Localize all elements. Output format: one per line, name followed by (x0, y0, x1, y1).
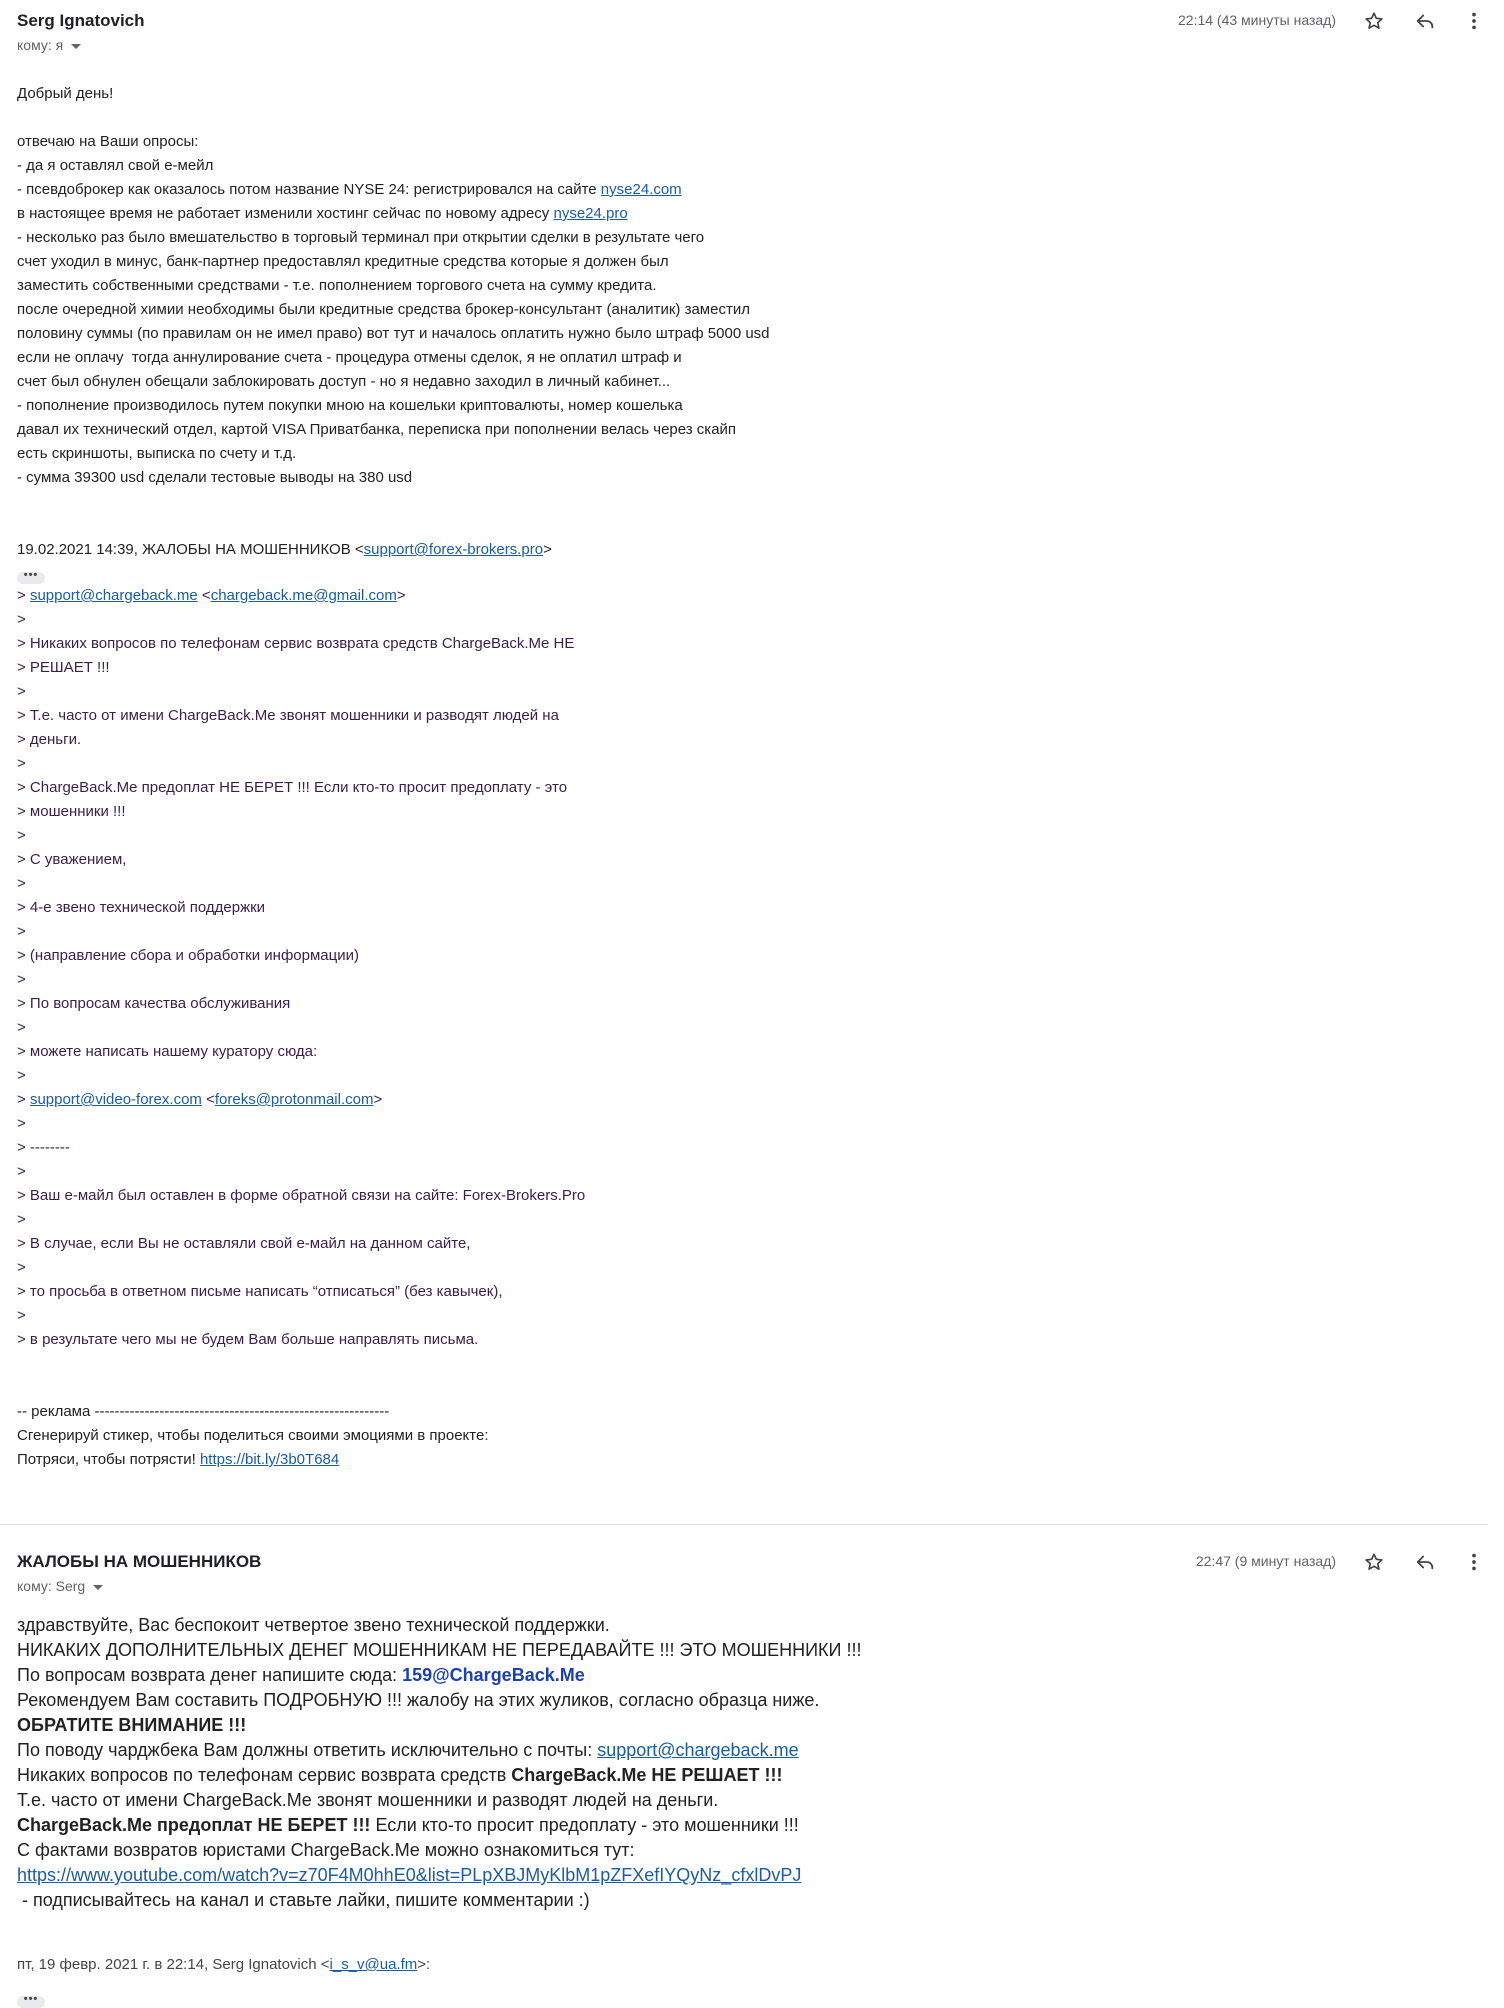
ad-line: Сгенерируй стикер, чтобы поделиться своими эмоциями в проекте: (17, 1427, 489, 1444)
body-line: - пополнение производилось путем покупки мною на кошельки криптовалюты, номер кошелька (17, 397, 683, 414)
body-line: отвечаю на Ваши опросы: (17, 133, 199, 150)
quoted-line: > (17, 875, 26, 892)
body-line: С фактами возвратов юристами ChargeBack.Me можно ознакомиться тут: (17, 1840, 635, 1860)
divider (0, 1524, 1488, 1525)
body-line: НИКАКИХ ДОПОЛНИТЕЛЬНЫХ ДЕНЕГ МОШЕННИКАМ НЕ ПЕРЕДАВАЙТЕ !!! ЭТО МОШЕННИКИ !!! (17, 1640, 862, 1660)
quoted-line: > Т.е. часто от имени ChargeBack.Me звонят мошенники и разводят людей на (17, 707, 559, 724)
quoted-line: > (17, 1019, 26, 1036)
body-line: - сумма 39300 usd сделали тестовые выводы на 380 usd (17, 469, 413, 486)
quoted-line: > 4-е звено технической поддержки (17, 899, 266, 916)
body-line: Рекомендуем Вам составить ПОДРОБНУЮ !!! жалобу на этих жуликов, согласно образца ниже. (17, 1690, 820, 1710)
recipient-label: кому: я (17, 37, 64, 53)
timestamp: 22:47 (9 минут назад) (1195, 1553, 1336, 1569)
body-line: после очередной химии необходимы были кредитные средства брокер-консультант (аналитик) заместил (17, 301, 750, 318)
body-line: Никаких вопросов по телефонам сервис возврата средств ChargeBack.Me НЕ РЕШАЕТ !!! (17, 1765, 783, 1785)
quote-attribution: пт, 19 февр. 2021 г. в 22:14, Serg Ignatovich <i_s_v@ua.fm>: (17, 1956, 431, 1973)
timestamp: 22:14 (43 минуты назад) (1178, 12, 1336, 28)
body-line: По вопросам возврата денег напишите сюда: 159@ChargeBack.Me (17, 1665, 585, 1685)
quoted-line: > (17, 923, 26, 940)
body-line: - несколько раз было вмешательство в торговый терминал при открытии сделки в результате чего (17, 229, 705, 246)
body-line: счет был обнулен обещали заблокировать доступ - но я недавно заходил в личный кабинет... (17, 373, 671, 390)
body-line: если не оплачу тогда аннулирование счета - процедура отмены сделок, я не оплатил штраф и (17, 349, 682, 366)
quoted-line: > (17, 827, 26, 844)
quoted-line: > в результате чего мы не будем Вам больше направлять письма. (17, 1331, 479, 1348)
quoted-line: > По вопросам качества обслуживания (17, 995, 291, 1012)
link[interactable]: nyse24.pro (553, 205, 628, 222)
quote-header: 19.02.2021 14:39, ЖАЛОБЫ НА МОШЕННИКОВ <support@forex-brokers.pro> (17, 541, 552, 558)
body-line: По поводу чарджбека Вам должны ответить исключительно с почты: support@chargeback.me (17, 1740, 799, 1760)
quoted-line: > (17, 755, 26, 772)
quoted-line: > С уважением, (17, 851, 127, 868)
quoted-line: > (17, 1067, 26, 1084)
email-highlight: 159@ChargeBack.Me (402, 1665, 585, 1685)
quoted-line: > (17, 1307, 26, 1324)
recipient-line[interactable] (17, 1578, 103, 1594)
sender-name[interactable]: ЖАЛОБЫ НА МОШЕННИКОВ (17, 1552, 262, 1571)
message-body (17, 1613, 861, 1913)
attribution-email-link[interactable]: i_s_v@ua.fm (329, 1956, 418, 1973)
quote-header-link[interactable]: support@forex-brokers.pro (363, 541, 544, 558)
link[interactable]: foreks@protonmail.com (214, 1091, 374, 1108)
link[interactable]: chargeback.me@gmail.com (210, 587, 397, 604)
recipient-line[interactable] (17, 37, 81, 53)
link[interactable]: support@video-forex.com (29, 1091, 202, 1108)
quoted-line: > -------- (17, 1139, 70, 1156)
quoted-line: > (17, 1115, 26, 1132)
reply-icon[interactable] (1413, 9, 1437, 33)
quoted-line: > (17, 611, 26, 628)
quoted-line: > деньги. (17, 731, 82, 748)
body-line: в настоящее время не работает изменили хостинг сейчас по новому адресу nyse24.pro (17, 205, 628, 222)
quoted-line: > можете написать нашему куратору сюда: (17, 1043, 318, 1060)
quoted-line: > support@video-forex.com <foreks@protonmail.com> (17, 1091, 383, 1108)
quoted-line: > то просьба в ответном письме написать “отписаться” (без кавычек), (17, 1283, 503, 1300)
body-line (17, 106, 770, 130)
body-line: есть скриншоты, выписка по счету и т.д. (17, 445, 297, 462)
show-trimmed-content-button[interactable]: ••• (17, 572, 45, 584)
reply-icon[interactable] (1413, 1550, 1437, 1574)
quoted-line: > (17, 1211, 26, 1228)
body-line: ChargeBack.Me предоплат НЕ БЕРЕТ !!! Если кто-то просит предоплату - это мошенники !!! (17, 1815, 799, 1835)
body-line: Т.е. часто от имени ChargeBack.Me звонят мошенники и разводят людей на деньги. (17, 1790, 719, 1810)
star-icon[interactable] (1362, 9, 1386, 33)
body-line: давал их технический отдел, картой VISA Приватбанка, переписка при пополнении велась через скайп (17, 421, 737, 438)
body-line: половину суммы (по правилам он не имел право) вот тут и началось оплатить нужно было штраф 5000 usd (17, 325, 770, 342)
body-line: Добрый день! (17, 85, 114, 102)
show-trimmed-content-button[interactable]: ••• (17, 1996, 45, 2008)
body-line: - псевдоброкер как оказалось потом название NYSE 24: регистрировался на сайте nyse24.com (17, 181, 682, 198)
quoted-line: > support@chargeback.me <chargeback.me@gmail.com> (17, 587, 406, 604)
quoted-line: > В случае, если Вы не оставляли свой е-майл на данном сайте, (17, 1235, 471, 1252)
message-body (17, 82, 770, 1472)
quoted-line: > ChargeBack.Me предоплат НЕ БЕРЕТ !!! Если кто-то просит предоплату - это (17, 779, 568, 796)
caret-down-icon[interactable] (71, 44, 81, 49)
quoted-line: > (направление сбора и обработки информации) (17, 947, 359, 964)
ad-line: Потряси, чтобы потрясти! https://bit.ly/3b0T684 (17, 1451, 340, 1468)
more-options-icon[interactable] (1462, 9, 1486, 33)
body-line: здравствуйте, Вас беспокоит четвертое звено технической поддержки. (17, 1615, 610, 1635)
quoted-line: > Никаких вопросов по телефонам сервис возврата средств ChargeBack.Me НЕ (17, 635, 575, 652)
link[interactable]: support@chargeback.me (597, 1740, 799, 1760)
body-line: - да я оставлял свой е-мейл (17, 157, 214, 174)
quoted-line: > (17, 1163, 26, 1180)
more-options-icon[interactable] (1462, 1550, 1486, 1574)
caret-down-icon[interactable] (93, 1585, 103, 1590)
quoted-line: > мошенники !!! (17, 803, 126, 820)
link[interactable]: https://bit.ly/3b0T684 (199, 1451, 340, 1468)
star-icon[interactable] (1362, 1550, 1386, 1574)
body-line: ОБРАТИТЕ ВНИМАНИЕ !!! (17, 1715, 247, 1735)
quoted-line: > РЕШАЕТ !!! (17, 659, 110, 676)
ad-line: -- реклама ----------------------------------------------------------- (17, 1403, 390, 1420)
body-line: счет уходил в минус, банк-партнер предоставлял кредитные средства которые я должен был (17, 253, 669, 270)
link[interactable]: support@chargeback.me (29, 587, 198, 604)
link[interactable]: nyse24.com (600, 181, 682, 198)
recipient-label: кому: Serg (17, 1578, 86, 1594)
sender-name[interactable]: Serg Ignatovich (17, 11, 145, 30)
link[interactable]: https://www.youtube.com/watch?v=z70F4M0hhE0&list=PLpXBJMyKlbM1pZFXefIYQyNz_cfxlDvPJ (17, 1865, 802, 1885)
quoted-line: > Ваш е-майл был оставлен в форме обратной связи на сайте: Forex-Brokers.Pro (17, 1187, 586, 1204)
body-line: заместить собственными средствами - т.е. пополнением торгового счета на сумму кредита. (17, 277, 657, 294)
body-line: - подписывайтесь на канал и ставьте лайки, пишите комментарии :) (17, 1890, 590, 1910)
quoted-line: > (17, 683, 26, 700)
body-line (17, 1863, 861, 1888)
quoted-line: > (17, 971, 26, 988)
quoted-line: > (17, 1259, 26, 1276)
